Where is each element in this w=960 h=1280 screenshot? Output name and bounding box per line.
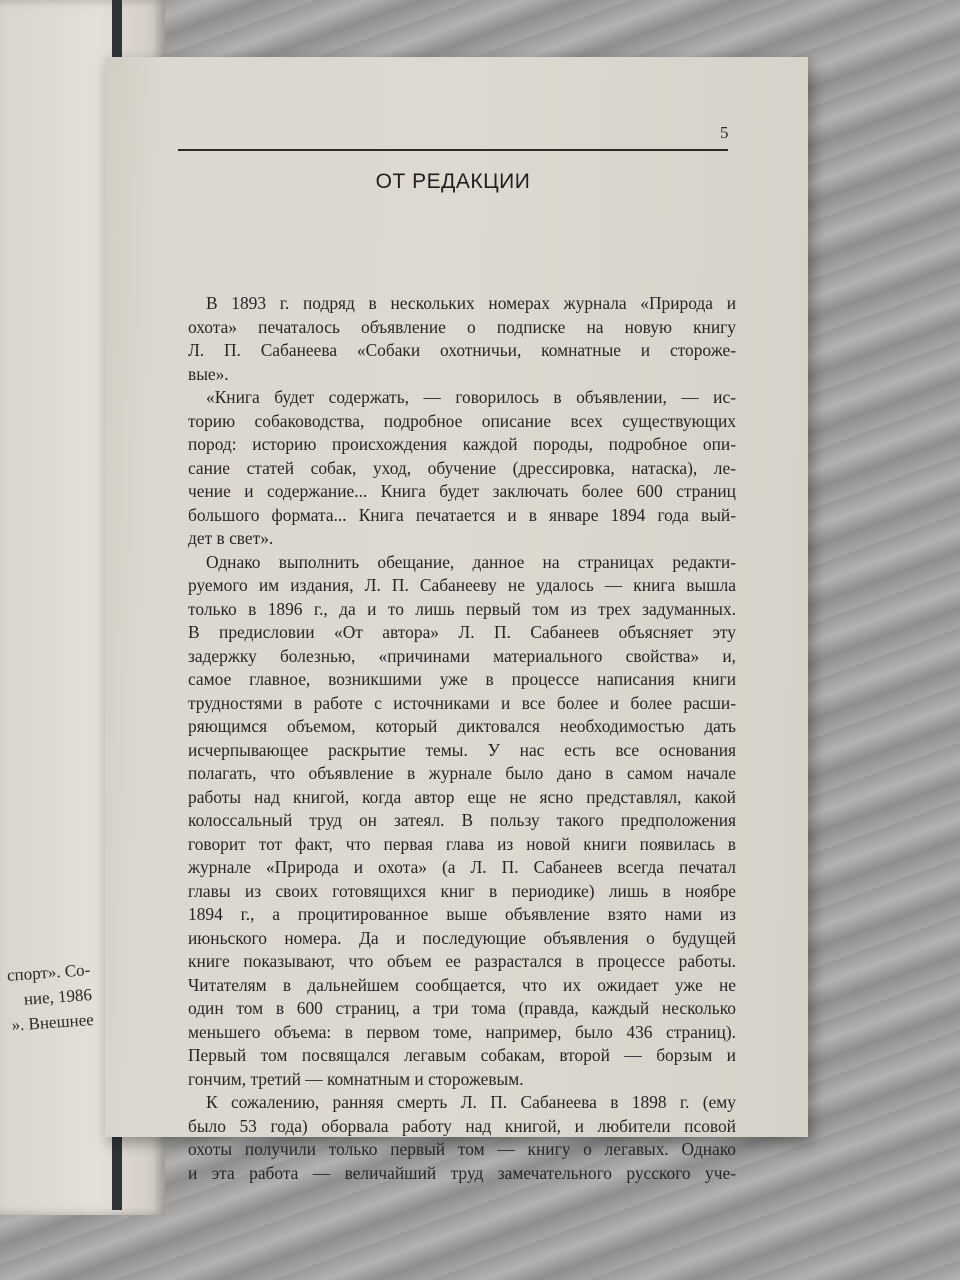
text-line: ряющимся объемом, который диктовался необходимостью дать bbox=[188, 716, 736, 736]
text-line: июньского номера. Да и последующие объявления о будущей bbox=[188, 927, 736, 948]
text-line: главы из своих готовящихся книг в периодике) лишь в ноябре bbox=[188, 880, 736, 901]
text-line: работы над книгой, когда автор еще не ясно представлял, какой bbox=[188, 786, 736, 807]
text-line: самое главное, возникшими уже в процессе написания книги bbox=[188, 669, 736, 689]
text-line: один том в 600 страниц, а три тома (правда, каждый несколько bbox=[188, 998, 736, 1018]
text-line: журнале «Природа и охота» (а Л. П. Сабанеев всегда печатал bbox=[188, 857, 736, 877]
text-line: только в 1896 г., да и то лишь первый том из трех задуманных. bbox=[188, 598, 736, 619]
text-line: Первый том посвящался легавым собакам, второй — борзым и bbox=[188, 1045, 736, 1065]
text-line: охота» печаталось объявление о подписке на новую книгу bbox=[188, 316, 736, 337]
text-line: трудностями в работе с источниками и все более и более расши- bbox=[188, 692, 736, 713]
text-line: было 53 года) оборвала работу над книгой, и любители псовой bbox=[188, 1115, 736, 1136]
text-line: «Книга будет содержать, — говорилось в объявлении, — ис- bbox=[206, 387, 736, 407]
text-line: полагать, что объявление в журнале было дано в самом начале bbox=[188, 763, 736, 783]
text-line: охоты получили только первый том — книгу о легавых. Однако bbox=[188, 1139, 736, 1159]
text-line: вые». bbox=[188, 363, 229, 384]
text-line: говорит тот факт, что первая глава из новой книги появилась в bbox=[188, 833, 736, 854]
text-line: чение и содержание... Книга будет заключать более 600 страниц bbox=[188, 481, 736, 501]
left-fragment-line: спорт». Со- bbox=[6, 960, 91, 985]
text-line: пород: историю происхождения каждой породы, подробное опи- bbox=[188, 434, 736, 454]
text-line: В 1893 г. подряд в нескольких номерах журнала «Природа и bbox=[206, 293, 736, 313]
left-fragment-line: ». Внешнее bbox=[10, 1009, 95, 1035]
page-number: 5 bbox=[720, 123, 729, 142]
text-line: исчерпывающее раскрытие темы. У нас есть все основания bbox=[188, 739, 736, 760]
header-rule bbox=[178, 149, 728, 151]
chapter-title: ОТ РЕДАКЦИИ bbox=[375, 170, 531, 193]
text-line: Однако выполнить обещание, данное на страницах редакти- bbox=[206, 551, 736, 572]
text-line: колоссальный труд он затеял. В пользу такого предположения bbox=[188, 810, 736, 830]
text-line: книге показывают, что объем ее разрастался в процессе работы. bbox=[188, 951, 736, 971]
left-fragment-line: ние, 1986 bbox=[23, 985, 93, 1009]
text-line: 1894 г., а процитированное выше объявление взято нами из bbox=[188, 904, 736, 924]
text-line: меньшего объема: в первом томе, например, было 436 страниц). bbox=[188, 1021, 736, 1042]
text-line: В предисловии «От автора» Л. П. Сабанеев объясняет эту bbox=[188, 622, 736, 642]
text-line: К сожалению, ранняя смерть Л. П. Сабанеева в 1898 г. (ему bbox=[206, 1092, 736, 1112]
body-text bbox=[188, 292, 736, 1185]
text-line: Читателям в дальнейшем сообщается, что их ожидает уже не bbox=[188, 974, 736, 995]
text-line: задержку болезнью, «причинами материального свойства» и, bbox=[188, 645, 736, 666]
text-line: руемого им издания, Л. П. Сабанееву не удалось — книга вышла bbox=[188, 575, 736, 595]
text-line: и эта работа — величайший труд замечательного русского уче- bbox=[188, 1162, 736, 1183]
text-line: торию собаководства, подробное описание всех существующих bbox=[188, 410, 736, 431]
text-line: гончим, третий — комнатным и сторожевым. bbox=[188, 1068, 524, 1089]
text-line: Л. П. Сабанеева «Собаки охотничьи, комнатные и стороже- bbox=[188, 340, 736, 360]
text-line: сание статей собак, уход, обучение (дрессировка, натаска), ле- bbox=[188, 457, 736, 478]
right-page bbox=[105, 57, 808, 1183]
text-line: большого формата... Книга печатается и в январе 1894 года вый- bbox=[188, 504, 736, 525]
text-line: дет в свет». bbox=[188, 528, 274, 548]
left-page-text-fragment bbox=[3, 957, 94, 1038]
